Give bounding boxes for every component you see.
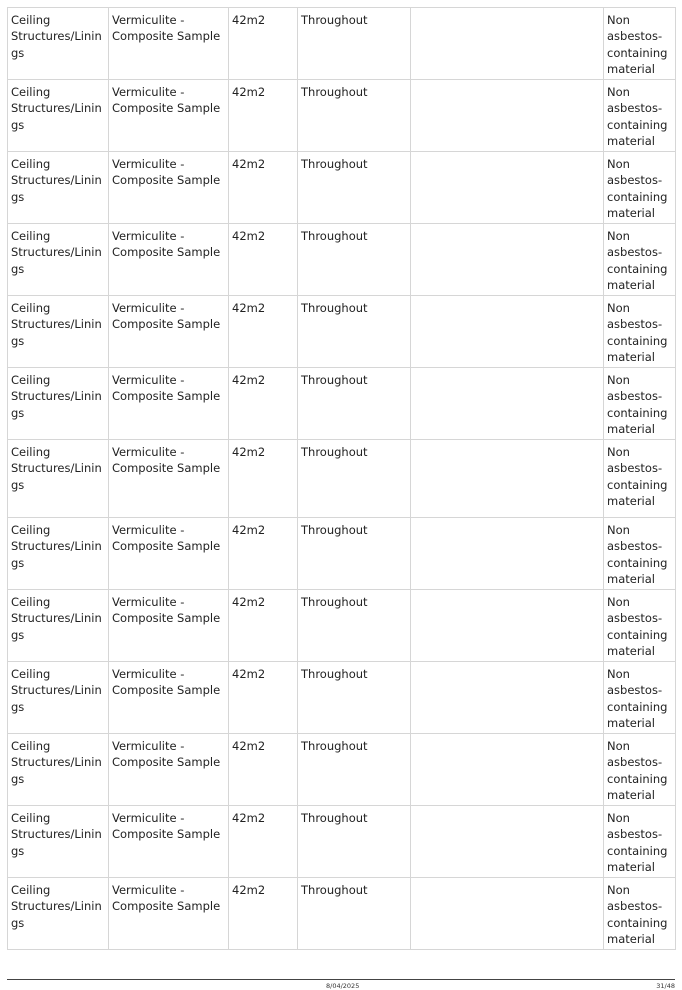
cell-location: Throughout [298, 662, 411, 734]
cell-quantity: 42m2 [229, 368, 298, 440]
register-table-body [8, 8, 676, 950]
cell-location: Throughout [298, 80, 411, 152]
cell-result: Non asbestos-containing material [604, 878, 676, 950]
cell-result: Non asbestos-containing material [604, 662, 676, 734]
cell-item: Ceiling Structures/Linings [8, 518, 109, 590]
table-row [8, 224, 676, 296]
cell-quantity: 42m2 [229, 590, 298, 662]
cell-result: Non asbestos-containing material [604, 224, 676, 296]
cell-material: Vermiculite - Composite Sample [109, 734, 229, 806]
table-row [8, 80, 676, 152]
cell-notes [411, 440, 604, 518]
table-row [8, 590, 676, 662]
cell-item: Ceiling Structures/Linings [8, 80, 109, 152]
footer-page-number: 31/48 [656, 982, 675, 990]
cell-material: Vermiculite - Composite Sample [109, 224, 229, 296]
cell-item: Ceiling Structures/Linings [8, 734, 109, 806]
cell-notes [411, 8, 604, 80]
table-row [8, 734, 676, 806]
cell-notes [411, 590, 604, 662]
cell-notes [411, 224, 604, 296]
cell-result: Non asbestos-containing material [604, 8, 676, 80]
cell-location: Throughout [298, 152, 411, 224]
cell-item: Ceiling Structures/Linings [8, 878, 109, 950]
cell-result: Non asbestos-containing material [604, 368, 676, 440]
footer-date: 8/04/2025 [326, 982, 360, 990]
cell-result: Non asbestos-containing material [604, 518, 676, 590]
cell-location: Throughout [298, 734, 411, 806]
cell-notes [411, 734, 604, 806]
table-row [8, 368, 676, 440]
cell-item: Ceiling Structures/Linings [8, 152, 109, 224]
cell-location: Throughout [298, 878, 411, 950]
cell-quantity: 42m2 [229, 80, 298, 152]
cell-material: Vermiculite - Composite Sample [109, 152, 229, 224]
cell-item: Ceiling Structures/Linings [8, 8, 109, 80]
cell-result: Non asbestos-containing material [604, 806, 676, 878]
cell-material: Vermiculite - Composite Sample [109, 518, 229, 590]
cell-item: Ceiling Structures/Linings [8, 590, 109, 662]
table-row [8, 518, 676, 590]
cell-result: Non asbestos-containing material [604, 152, 676, 224]
cell-quantity: 42m2 [229, 662, 298, 734]
cell-material: Vermiculite - Composite Sample [109, 296, 229, 368]
cell-location: Throughout [298, 590, 411, 662]
cell-material: Vermiculite - Composite Sample [109, 878, 229, 950]
cell-material: Vermiculite - Composite Sample [109, 590, 229, 662]
table-row [8, 440, 676, 518]
register-table [7, 7, 676, 950]
cell-location: Throughout [298, 224, 411, 296]
cell-quantity: 42m2 [229, 296, 298, 368]
cell-notes [411, 662, 604, 734]
cell-quantity: 42m2 [229, 806, 298, 878]
cell-location: Throughout [298, 368, 411, 440]
cell-location: Throughout [298, 8, 411, 80]
cell-quantity: 42m2 [229, 518, 298, 590]
cell-quantity: 42m2 [229, 224, 298, 296]
cell-notes [411, 878, 604, 950]
cell-notes [411, 80, 604, 152]
cell-result: Non asbestos-containing material [604, 80, 676, 152]
cell-location: Throughout [298, 518, 411, 590]
cell-material: Vermiculite - Composite Sample [109, 662, 229, 734]
cell-quantity: 42m2 [229, 152, 298, 224]
cell-item: Ceiling Structures/Linings [8, 296, 109, 368]
cell-result: Non asbestos-containing material [604, 734, 676, 806]
footer-divider [7, 979, 675, 980]
cell-notes [411, 518, 604, 590]
cell-item: Ceiling Structures/Linings [8, 662, 109, 734]
cell-location: Throughout [298, 440, 411, 518]
cell-notes [411, 152, 604, 224]
cell-quantity: 42m2 [229, 878, 298, 950]
cell-material: Vermiculite - Composite Sample [109, 80, 229, 152]
cell-result: Non asbestos-containing material [604, 440, 676, 518]
cell-notes [411, 368, 604, 440]
table-row [8, 878, 676, 950]
cell-location: Throughout [298, 296, 411, 368]
table-row [8, 296, 676, 368]
cell-material: Vermiculite - Composite Sample [109, 806, 229, 878]
cell-item: Ceiling Structures/Linings [8, 368, 109, 440]
cell-quantity: 42m2 [229, 440, 298, 518]
cell-item: Ceiling Structures/Linings [8, 806, 109, 878]
cell-location: Throughout [298, 806, 411, 878]
table-row [8, 662, 676, 734]
cell-result: Non asbestos-containing material [604, 590, 676, 662]
cell-item: Ceiling Structures/Linings [8, 224, 109, 296]
cell-quantity: 42m2 [229, 734, 298, 806]
cell-notes [411, 296, 604, 368]
cell-material: Vermiculite - Composite Sample [109, 368, 229, 440]
table-row [8, 8, 676, 80]
cell-notes [411, 806, 604, 878]
cell-quantity: 42m2 [229, 8, 298, 80]
cell-material: Vermiculite - Composite Sample [109, 8, 229, 80]
table-row [8, 152, 676, 224]
cell-result: Non asbestos-containing material [604, 296, 676, 368]
table-row [8, 806, 676, 878]
cell-material: Vermiculite - Composite Sample [109, 440, 229, 518]
cell-item: Ceiling Structures/Linings [8, 440, 109, 518]
